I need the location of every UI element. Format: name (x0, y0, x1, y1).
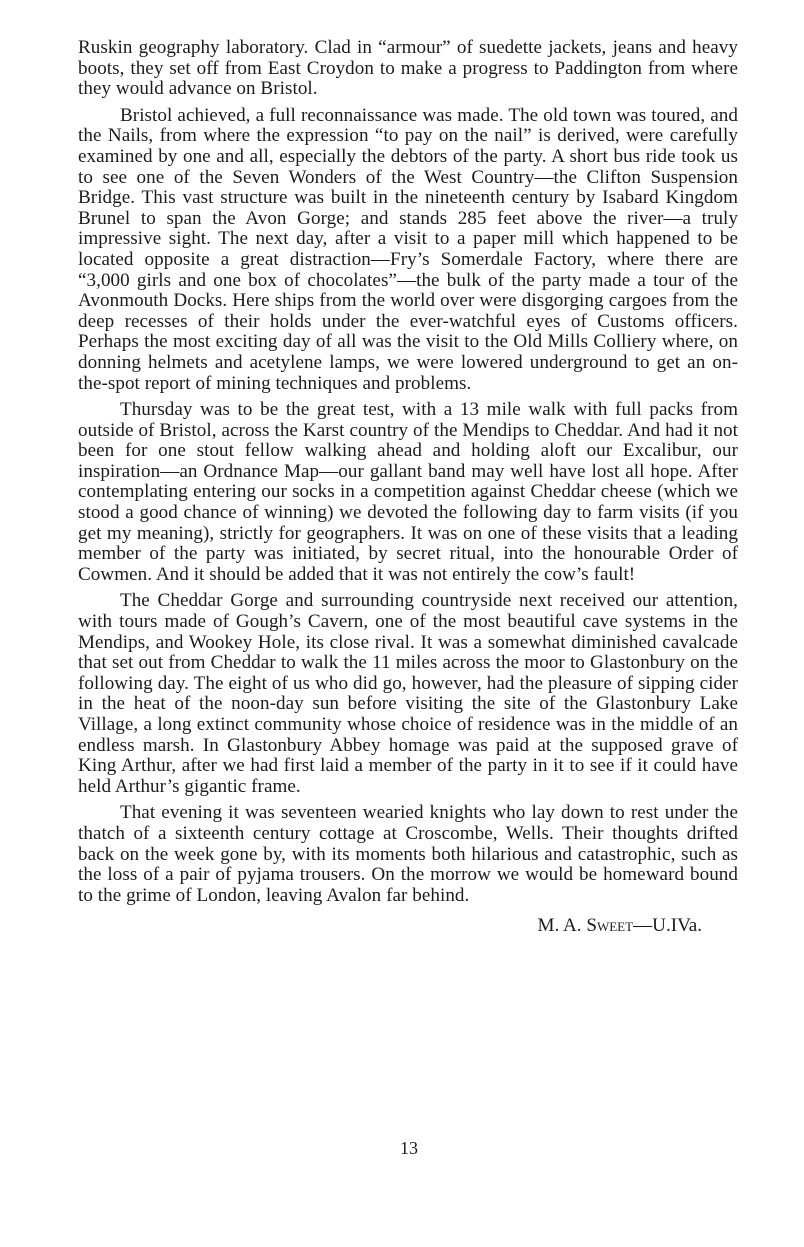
paragraph-bristol: Bristol achieved, a full reconnaissance was made. The old town was toured, and the Nails, from where the expression “to pay on the nail” is derived, were carefully examined by one and all, especially the debtors of the party. A short bus ride took us to see one of the Seven Wonders of the West Country—the Clifton Suspension Bridge. This vast structure was built in the nineteenth century by Isabard Kingdom Brunel to span the Avon Gorge; and stands 285 feet above the river—a truly impressive sight. The next day, after a visit to a paper mill which happened to be located opposite a great distraction—Fry’s Somerdale Factory, where there are “3,000 girls and one box of chocolates”—the bulk of the party made a tour of the Avonmouth Docks. Here ships from the world over were disgorging cargoes from the deep recesses of their holds under the ever-watchful eyes of Customs officers. Perhaps the most exciting day of all was the visit to the Old Mills Colliery where, on donning helmets and acetylene lamps, we were lowered underground to get an on-the-spot report of mining techniques and problems. (78, 104, 738, 394)
author-form: —U.IVa. (633, 915, 702, 937)
author-initials: M. A. (537, 915, 587, 937)
page-number: 13 (400, 1138, 418, 1158)
paragraph-evening: That evening it was seventeen wearied knights who lay down to rest under the thatch of a sixteenth century cottage at Croscombe, Wells. Their thoughts drifted back on the week gone by, with its moments both hilarious and catastrophic, such as the loss of a pair of pyjama trousers. On the morrow we would be homeward bound to the grime of London, leaving Avalon far behind. (78, 802, 738, 906)
author-surname: Sweet (586, 915, 634, 937)
paragraph-continuation: Ruskin geography laboratory. Clad in “armour” of suedette jackets, jeans and heavy boots, they set off from East Croydon to make a progress to Paddington from where they would advance on Bristol. (78, 37, 738, 100)
paragraph-cheddar-gorge: The Cheddar Gorge and surrounding countryside next received our attention, with tours made of Gough’s Cavern, one of the most beautiful cave systems in the Mendips, and Wookey Hole, its close rival. It was a somewhat diminished cavalcade that set out from Cheddar to walk the 11 miles across the moor to Glastonbury on the following day. The eight of us who did go, however, had the pleasure of sipping cider in the heat of the noon-day sun before visiting the site of the Glastonbury Lake Village, a long extinct community whose choice of residence was in the middle of an endless marsh. In Glastonbury Abbey homage was paid at the supposed grave of King Arthur, after we had first laid a member of the party in it to see if it could have held Arthur’s gigantic frame. (78, 590, 738, 797)
article-body (78, 38, 738, 937)
author-signature (78, 915, 738, 937)
paragraph-thursday: Thursday was to be the great test, with a 13 mile walk with full packs from outside of Bristol, across the Karst country of the Mendips to Cheddar. And had it not been for one stout fellow walking ahead and holding aloft our Excalibur, our inspiration—an Ordnance Map—our gallant band may well have lost all hope. After contemplating entering our socks in a competition against Cheddar cheese (which we stood a good chance of winning) we devoted the following day to farm visits (if you get my meaning), strictly for geographers. It was on one of these visits that a leading member of the party was initiated, by secret ritual, into the honourable Order of Cowmen. And it should be added that it was not entirely the cow’s fault! (78, 399, 738, 585)
